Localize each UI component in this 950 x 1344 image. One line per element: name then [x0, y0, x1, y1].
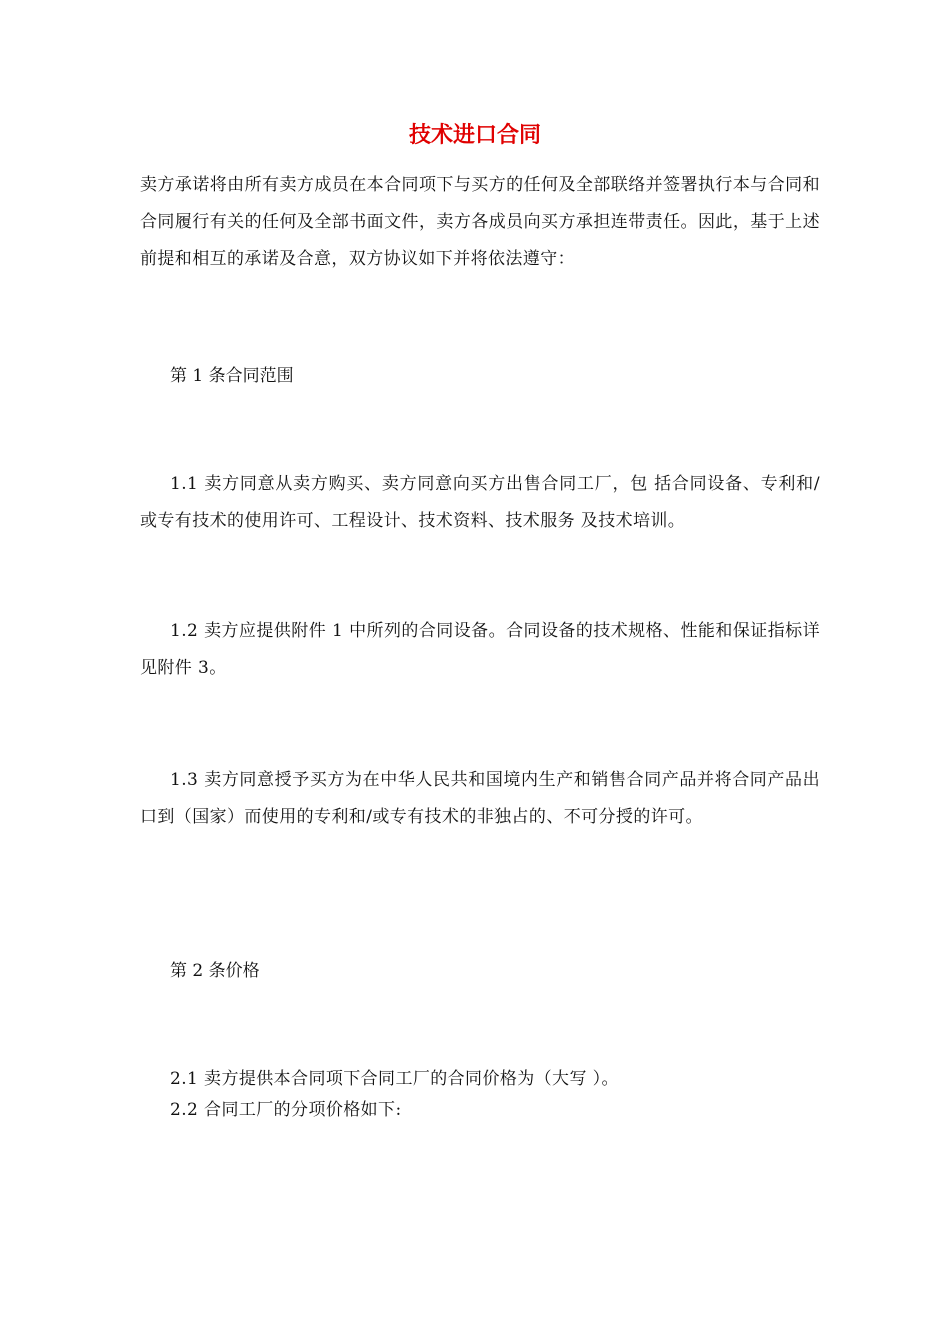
clause-1-3: 1.3 卖方同意授予买方为在中华人民共和国境内生产和销售合同产品并将合同产品出口到（国家）而使用的专利和/或专有技术的非独占的、不可分授的许可。 [140, 770, 820, 827]
intro-paragraph: 卖方承诺将由所有卖方成员在本合同项下与买方的任何及全部联络并签署执行本与合同和合同履行有关的任何及全部书面文件，卖方各成员向买方承担连带责任。因此，基于上述前提和相互的承诺及合意，双方协议如下并将依法遵守： [140, 175, 820, 269]
clause-1-1: 1.1 卖方同意从卖方购买、卖方同意向买方出售合同工厂，包 括合同设备、专利和/或专有技术的使用许可、工程设计、技术资料、技术服务 及技术培训。 [140, 474, 820, 531]
clause-2-2: 2.2 合同工厂的分项价格如下: [170, 1100, 402, 1120]
document-title: 技术进口合同 [408, 123, 541, 148]
article-2-heading: 第 2 条价格 [170, 961, 260, 981]
article-1-heading: 第 1 条合同范围 [170, 366, 294, 386]
clause-2-1: 2.1 卖方提供本合同项下合同工厂的合同价格为（大写 ）。 [170, 1069, 619, 1089]
clause-1-2: 1.2 卖方应提供附件 1 中所列的合同设备。合同设备的技术规格、性能和保证指标详见附件 3。 [140, 621, 820, 678]
